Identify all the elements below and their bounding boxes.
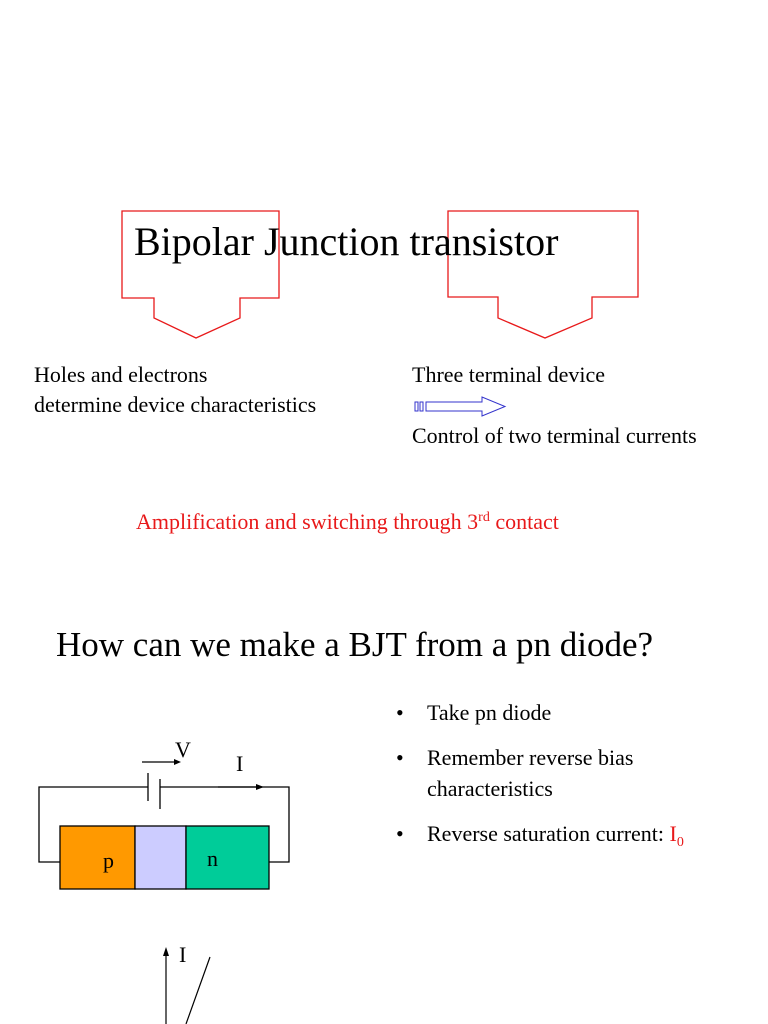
right-note-line: Control of two terminal currents bbox=[412, 423, 697, 448]
n-region-label: n bbox=[207, 846, 218, 871]
bullet-icon: • bbox=[396, 700, 404, 725]
bullet-icon: • bbox=[396, 745, 404, 770]
current-label: I bbox=[236, 751, 244, 776]
iv-curve bbox=[186, 957, 210, 1024]
left-note-line: determine device characteristics bbox=[34, 392, 317, 417]
right-note-line: Three terminal device bbox=[412, 362, 606, 387]
amplification-superscript: rd bbox=[478, 510, 490, 525]
section-question: How can we make a BJT from a pn diode? bbox=[56, 625, 654, 664]
p-region-label: p bbox=[103, 848, 114, 873]
left-note-line: Holes and electrons bbox=[34, 362, 208, 387]
amplification-text: Amplification and switching through 3 bbox=[136, 509, 479, 534]
saturation-current-subscript: 0 bbox=[676, 835, 684, 850]
bullet-text: Reverse saturation current: bbox=[427, 821, 670, 846]
bullet-text: Remember reverse bias characteristics bbox=[427, 745, 634, 801]
page-title: Bipolar Junction transistor bbox=[134, 219, 559, 264]
amplification-tail: contact bbox=[489, 509, 559, 534]
bullet-text: Take pn diode bbox=[427, 700, 552, 725]
iv-axis-label: I bbox=[179, 942, 187, 967]
saturation-current-letter: I bbox=[669, 821, 677, 846]
bullet-icon: • bbox=[396, 821, 404, 846]
voltage-label: V bbox=[175, 737, 191, 762]
iv-axis-arrow-icon bbox=[163, 947, 169, 956]
